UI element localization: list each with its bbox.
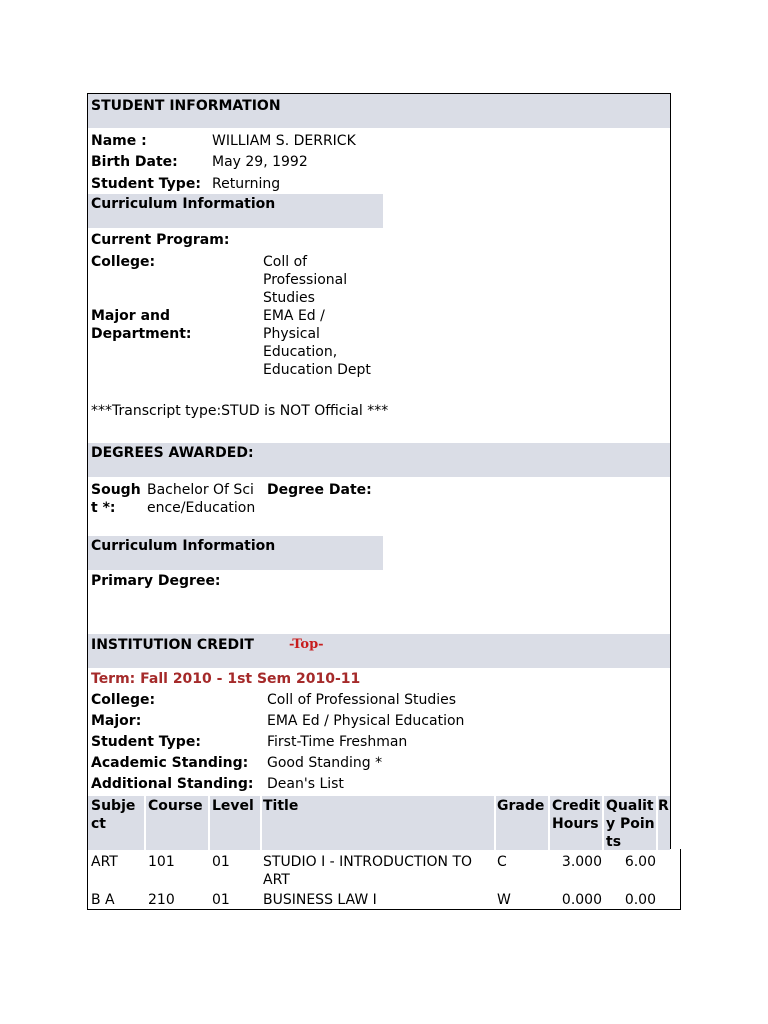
row1-quality: 6.00 [624, 854, 656, 870]
sought-label: Sought *: [91, 482, 141, 516]
term-major-value: EMA Ed / Physical Education [267, 713, 465, 729]
curriculum-header: Curriculum Information [91, 196, 276, 212]
row1-grade: C [497, 854, 507, 870]
term-major-label: Major: [91, 713, 142, 729]
additional-standing-value: Dean's List [267, 776, 344, 792]
term-college-label: College: [91, 692, 156, 708]
student-info-header: STUDENT INFORMATION [91, 98, 281, 114]
col-r-header: R [658, 798, 669, 814]
row1-credit: 3.000 [561, 854, 602, 870]
row1-course: 101 [148, 854, 175, 870]
row1-level: 01 [212, 854, 230, 870]
curriculum2-header: Curriculum Information [91, 538, 276, 554]
primary-degree-label: Primary Degree: [91, 573, 221, 589]
col-credit-header: Credit Hours [552, 798, 601, 832]
table-bottom-border [87, 909, 681, 910]
institution-header: INSTITUTION CREDIT [91, 637, 254, 653]
sought-value: Bachelor Of Science/Education [147, 482, 256, 516]
additional-standing-label: Additional Standing: [91, 776, 254, 792]
term-student-type-label: Student Type: [91, 734, 201, 750]
student-type-label: Student Type: [91, 176, 201, 192]
name-label: Name : [91, 133, 147, 149]
col-quality-header: Quality Points [606, 798, 655, 850]
table-left-border [87, 849, 88, 910]
row2-credit: 0.000 [561, 892, 602, 908]
row2-subject: B A [91, 892, 115, 908]
col-title-header: Title [263, 798, 299, 814]
col-level-header: Level [212, 798, 254, 814]
major-department-value: EMA Ed / Physical Education, Education Dept [263, 308, 371, 378]
birth-date-value: May 29, 1992 [212, 154, 308, 170]
college-label: College: [91, 254, 156, 270]
table-right-border [680, 849, 681, 910]
row2-course: 210 [148, 892, 175, 908]
row2-title: BUSINESS LAW I [263, 892, 377, 908]
top-link[interactable]: -Top- [289, 637, 324, 652]
birth-date-label: Birth Date: [91, 154, 178, 170]
row2-quality: 0.00 [624, 892, 656, 908]
row1-subject: ART [91, 854, 118, 870]
col-grade-header: Grade [497, 798, 545, 814]
row1-title: STUDIO I - INTRODUCTION TO ART [263, 854, 473, 888]
current-program-label: Current Program: [91, 232, 230, 248]
term-title: Term: Fall 2010 - 1st Sem 2010-11 [91, 671, 361, 687]
degree-date-label: Degree Date: [267, 482, 372, 498]
row2-level: 01 [212, 892, 230, 908]
academic-standing-value: Good Standing * [267, 755, 383, 771]
term-college-value: Coll of Professional Studies [267, 692, 457, 708]
row2-grade: W [497, 892, 511, 908]
col-subject-header: Subject [91, 798, 136, 832]
transcript-type-note: ***Transcript type:STUD is NOT Official *** [91, 403, 389, 419]
student-type-value: Returning [212, 176, 281, 192]
major-department-label: Major and Department: [91, 308, 192, 342]
term-student-type-value: First-Time Freshman [267, 734, 408, 750]
col-course-header: Course [148, 798, 203, 814]
name-value: WILLIAM S. DERRICK [212, 133, 356, 149]
degrees-header: DEGREES AWARDED: [91, 445, 254, 461]
academic-standing-label: Academic Standing: [91, 755, 249, 771]
college-value: Coll of Professional Studies [263, 254, 348, 306]
